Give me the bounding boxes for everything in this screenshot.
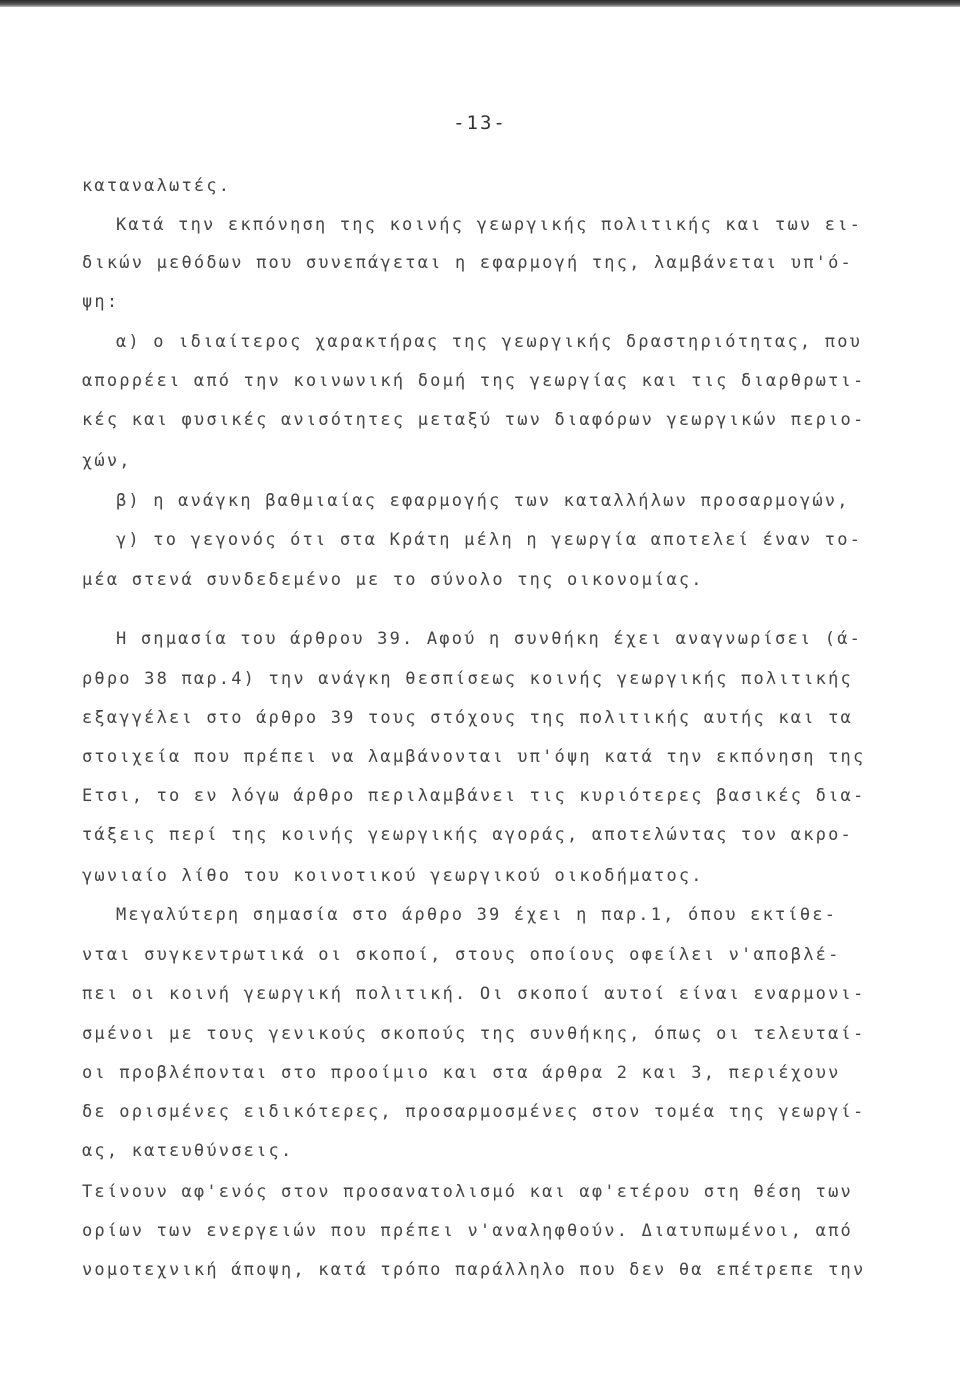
text-line: ρθρο 38 παρ.4) την ανάγκη θεσπίσεως κοινής γεωργικής πολιτικής bbox=[82, 669, 853, 689]
text-line: δε ορισμένες ειδικότερες, προσαρμοσμένες στον τομέα της γεωργί- bbox=[82, 1102, 866, 1122]
text-line: γ) το γεγονός ότι στα Κράτη μέλη η γεωργία αποτελεί έναν το- bbox=[116, 530, 863, 550]
text-line: στοιχεία που πρέπει να λαμβάνονται υπ'όψη κατά την εκπόνηση της bbox=[82, 747, 866, 767]
text-line: α) ο ιδιαίτερος χαρακτήρας της γεωργικής δραστηριότητας, που bbox=[116, 332, 863, 352]
text-line: ψη: bbox=[82, 292, 120, 312]
text-line: δικών μεθόδων που συνεπάγεται η εφαρμογή της, λαμβάνεται υπ'ό- bbox=[82, 253, 853, 273]
page-number: -13- bbox=[453, 112, 507, 134]
text-line: πει οι κοινή γεωργική πολιτική. Οι σκοποί αυτοί είναι εναρμονι- bbox=[82, 984, 866, 1004]
text-line: απορρέει από την κοινωνική δομή της γεωργίας και τις διαρθρωτι- bbox=[82, 371, 866, 391]
text-line: νομοτεχνική άποψη, κατά τρόπο παράλληλο που δεν θα επέτρεπε την bbox=[82, 1260, 866, 1280]
text-line: κές και φυσικές ανισότητες μεταξύ των διαφόρων γεωργικών περιο- bbox=[82, 410, 866, 430]
text-line: Τείνουν αφ'ενός στον προσανατολισμό και αφ'ετέρου στη θέση των bbox=[82, 1182, 853, 1202]
top-edge-rule bbox=[0, 0, 960, 7]
text-line: Κατά την εκπόνηση της κοινής γεωργικής πολιτικής και των ει- bbox=[116, 215, 863, 235]
text-line: β) η ανάγκη βαθμιαίας εφαρμογής των καταλλήλων προσαρμογών, bbox=[116, 491, 850, 511]
text-line: εξαγγέλει στο άρθρο 39 τους στόχους της πολιτικής αυτής και τα bbox=[82, 708, 853, 728]
section-heading-line: Η σημασία του άρθρου 39. Αφού η συνθήκη έχει αναγνωρίσει (ά- bbox=[116, 629, 863, 649]
text-line: ας, κατευθύνσεις. bbox=[82, 1141, 294, 1161]
text-line: νται συγκεντρωτικά οι σκοποί, στους οποίους οφείλει ν'αποβλέ- bbox=[82, 945, 841, 965]
text-line: γωνιαίο λίθο του κοινοτικού γεωργικού οικοδήματος. bbox=[82, 866, 704, 886]
text-line: χών, bbox=[82, 451, 132, 471]
text-line: οι προβλέπονται στο προοίμιο και στα άρθρα 2 και 3, περιέχουν bbox=[82, 1063, 841, 1083]
text-line: τάξεις περί της κοινής γεωργικής αγοράς, αποτελώντας τον ακρο- bbox=[82, 825, 853, 845]
text-line: μέα στενά συνδεδεμένο με το σύνολο της οικονομίας. bbox=[82, 570, 704, 590]
text-line: ορίων των ενεργειών που πρέπει ν'αναληφθούν. Διατυπωμένοι, από bbox=[82, 1221, 853, 1241]
text-line: καταναλωτές. bbox=[82, 176, 232, 196]
text-line: σμένοι με τους γενικούς σκοπούς της συνθήκης, όπως οι τελευταί- bbox=[82, 1024, 866, 1044]
text-line: Ετσι, το εν λόγω άρθρο περιλαμβάνει τις κυριότερες βασικές δια- bbox=[82, 786, 866, 806]
text-line: Μεγαλύτερη σημασία στο άρθρο 39 έχει η παρ.1, όπου εκτίθε- bbox=[116, 905, 838, 925]
